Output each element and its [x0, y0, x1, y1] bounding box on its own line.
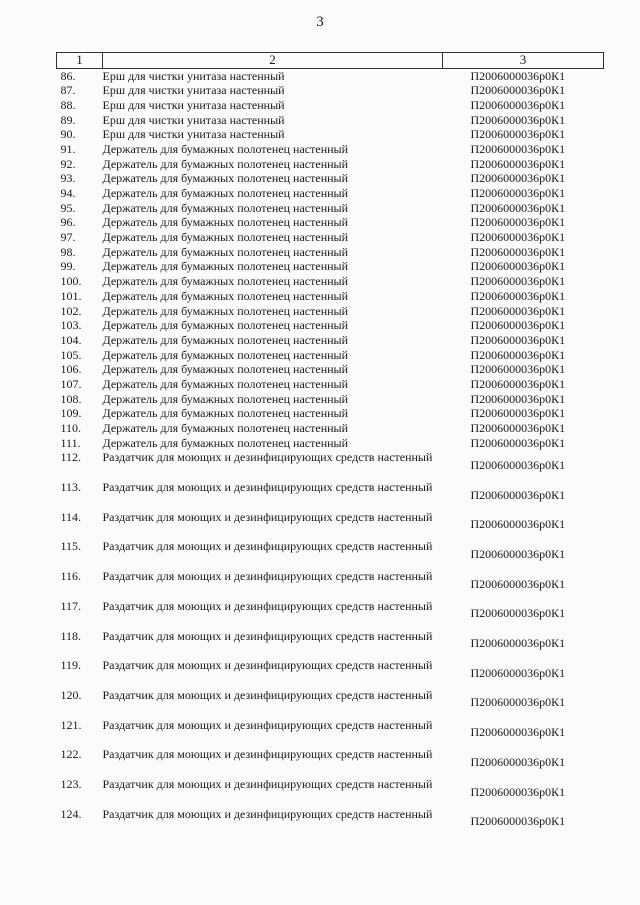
table-row [57, 259, 604, 274]
item-code: П2006000036р0К1 [470, 303, 566, 318]
item-code: П2006000036р0К1 [470, 547, 566, 562]
item-name: Ерш для чистки унитаза настенный [102, 127, 285, 142]
item-code: П2006000036р0К1 [470, 421, 566, 435]
item-code: П2006000036р0К1 [470, 68, 566, 83]
item-name: Держатель для бумажных полотенец настенный [102, 406, 349, 421]
table-row [57, 142, 604, 157]
row-number: 116. [60, 569, 82, 584]
item-code: П2006000036р0К1 [470, 127, 566, 142]
item-code: П2006000036р0К1 [470, 517, 566, 532]
row-number: 91. [60, 141, 76, 156]
row-number: 101. [60, 288, 82, 303]
item-name: Раздатчик для моющих и дезинфицирующих средств настенный [102, 539, 433, 554]
table-row [57, 688, 604, 718]
table-row [57, 362, 604, 377]
item-name: Раздатчик для моющих и дезинфицирующих средств настенный [102, 747, 433, 762]
item-code: П2006000036р0К1 [470, 376, 566, 391]
item-code: П2006000036р0К1 [470, 318, 566, 333]
item-name: Раздатчик для моющих и дезинфицирующих средств настенный [102, 628, 433, 643]
item-code: П2006000036р0К1 [470, 406, 566, 421]
item-code: П2006000036р0К1 [470, 784, 566, 799]
item-code: П2006000036р0К1 [470, 186, 566, 200]
item-code: П2006000036р0К1 [470, 215, 566, 230]
row-number: 87. [60, 83, 76, 98]
item-code: П2006000036р0К1 [470, 83, 566, 98]
row-number: 111. [60, 435, 81, 450]
row-number: 115. [60, 539, 82, 554]
row-number: 102. [60, 303, 82, 318]
item-name: Раздатчик для моющих и дезинфицирующих средств настенный [102, 480, 433, 495]
row-number: 119. [60, 658, 82, 673]
item-name: Держатель для бумажных полотенец настенный [102, 391, 349, 406]
table-body [57, 68, 604, 836]
row-number: 105. [60, 347, 82, 362]
table-row [57, 510, 604, 540]
table-row [57, 98, 604, 113]
row-number: 113. [60, 480, 82, 495]
item-code: П2006000036р0К1 [470, 274, 566, 289]
item-name: Раздатчик для моющих и дезинфицирующих средств настенный [102, 450, 433, 465]
item-name: Ерш для чистки унитаза настенный [102, 83, 285, 98]
item-name: Держатель для бумажных полотенец настенный [102, 435, 349, 450]
item-name: Ерш для чистки унитаза настенный [102, 68, 285, 83]
table-row [57, 777, 604, 807]
table-row [57, 658, 604, 688]
table-row [57, 348, 604, 363]
item-code: П2006000036р0К1 [470, 435, 566, 450]
row-number: 123. [60, 776, 82, 791]
item-code: П2006000036р0К1 [470, 97, 566, 112]
row-number: 92. [60, 156, 76, 171]
item-code: П2006000036р0К1 [470, 259, 566, 274]
item-code: П2006000036р0К1 [470, 725, 566, 740]
item-name: Держатель для бумажных полотенец настенный [102, 274, 349, 289]
item-code: П2006000036р0К1 [470, 487, 566, 502]
item-code: П2006000036р0К1 [470, 695, 566, 710]
item-name: Держатель для бумажных полотенец настенный [102, 318, 349, 333]
table-header [57, 53, 604, 69]
item-code: П2006000036р0К1 [470, 665, 566, 680]
row-number: 93. [60, 171, 76, 186]
row-number: 99. [60, 259, 76, 274]
item-name: Раздатчик для моющих и дезинфицирующих средств настенный [102, 598, 433, 613]
item-code: П2006000036р0К1 [470, 606, 566, 621]
item-name: Держатель для бумажных полотенец настенный [102, 259, 349, 274]
row-number: 103. [60, 318, 82, 333]
item-name: Раздатчик для моющих и дезинфицирующих средств настенный [102, 509, 433, 524]
item-code: П2006000036р0К1 [470, 814, 566, 829]
item-code: П2006000036р0К1 [470, 457, 566, 472]
table-row [57, 215, 604, 230]
item-name: Держатель для бумажных полотенец настенный [102, 186, 349, 200]
item-name: Ерш для чистки унитаза настенный [102, 97, 285, 112]
item-name: Ерш для чистки унитаза настенный [102, 112, 285, 127]
item-name: Раздатчик для моющих и дезинфицирующих средств настенный [102, 717, 433, 732]
table-row [57, 406, 604, 421]
items-table [56, 52, 604, 836]
row-number: 109. [60, 406, 82, 421]
table-row [57, 289, 604, 304]
item-name: Держатель для бумажных полотенец настенный [102, 362, 349, 377]
table-row [57, 113, 604, 128]
row-number: 96. [60, 215, 76, 230]
table-row [57, 68, 604, 83]
item-code: П2006000036р0К1 [470, 112, 566, 127]
table-row [57, 171, 604, 186]
row-number: 95. [60, 200, 76, 215]
item-name: Раздатчик для моющих и дезинфицирующих средств настенный [102, 776, 433, 791]
table-row [57, 599, 604, 629]
item-code: П2006000036р0К1 [470, 244, 566, 259]
column-header-2: 2 [103, 53, 443, 69]
page-number: 3 [316, 14, 324, 30]
table-row [57, 157, 604, 172]
item-name: Раздатчик для моющих и дезинфицирующих средств настенный [102, 687, 433, 702]
column-header-3: 3 [443, 53, 604, 69]
row-number: 114. [60, 509, 82, 524]
row-number: 108. [60, 391, 82, 406]
item-code: П2006000036р0К1 [470, 636, 566, 651]
item-code: П2006000036р0К1 [470, 362, 566, 377]
table-row [57, 304, 604, 319]
item-name: Держатель для бумажных полотенец настенный [102, 421, 349, 435]
table-row [57, 318, 604, 333]
item-code: П2006000036р0К1 [470, 347, 566, 362]
item-code: П2006000036р0К1 [470, 391, 566, 406]
table-row [57, 377, 604, 392]
table-row [57, 747, 604, 777]
column-header-1: 1 [57, 53, 103, 69]
item-name: Держатель для бумажных полотенец настенный [102, 215, 349, 230]
table-row [57, 127, 604, 142]
row-number: 100. [60, 274, 82, 289]
table-row [57, 436, 604, 451]
table-row [57, 539, 604, 569]
row-number: 117. [60, 598, 82, 613]
table-row [57, 480, 604, 510]
row-number: 106. [60, 362, 82, 377]
item-name: Раздатчик для моющих и дезинфицирующих средств настенный [102, 806, 433, 821]
item-name: Держатель для бумажных полотенец настенный [102, 376, 349, 391]
item-name: Держатель для бумажных полотенец настенный [102, 171, 349, 186]
table-row [57, 83, 604, 98]
item-code: П2006000036р0К1 [470, 200, 566, 215]
item-name: Держатель для бумажных полотенец настенный [102, 156, 349, 171]
table-row [57, 333, 604, 348]
table-row [57, 629, 604, 659]
table-row [57, 230, 604, 245]
item-name: Держатель для бумажных полотенец настенный [102, 347, 349, 362]
item-name: Раздатчик для моющих и дезинфицирующих средств настенный [102, 569, 433, 584]
item-code: П2006000036р0К1 [470, 141, 566, 156]
item-code: П2006000036р0К1 [470, 230, 566, 245]
row-number: 107. [60, 376, 82, 391]
table-row [57, 718, 604, 748]
item-name: Держатель для бумажных полотенец настенный [102, 200, 349, 215]
row-number: 112. [60, 450, 82, 465]
item-name: Держатель для бумажных полотенец настенный [102, 244, 349, 259]
item-code: П2006000036р0К1 [470, 332, 566, 347]
item-code: П2006000036р0К1 [470, 288, 566, 303]
row-number: 89. [60, 112, 76, 127]
table-row [57, 807, 604, 837]
item-name: Держатель для бумажных полотенец настенный [102, 303, 349, 318]
row-number: 94. [60, 186, 76, 200]
table-row [57, 392, 604, 407]
row-number: 88. [60, 97, 76, 112]
item-code: П2006000036р0К1 [470, 754, 566, 769]
table-row [57, 201, 604, 216]
row-number: 124. [60, 806, 82, 821]
row-number: 104. [60, 332, 82, 347]
row-number: 86. [60, 68, 76, 83]
row-number: 98. [60, 244, 76, 259]
table-row [57, 421, 604, 436]
table-row [57, 450, 604, 480]
row-number: 122. [60, 747, 82, 762]
item-name: Держатель для бумажных полотенец настенный [102, 141, 349, 156]
item-name: Держатель для бумажных полотенец настенный [102, 288, 349, 303]
row-number: 97. [60, 230, 76, 245]
table-row [57, 569, 604, 599]
item-name: Держатель для бумажных полотенец настенный [102, 332, 349, 347]
row-number: 120. [60, 687, 82, 702]
item-code: П2006000036р0К1 [470, 576, 566, 591]
item-code: П2006000036р0К1 [470, 171, 566, 186]
row-number: 121. [60, 717, 82, 732]
table-row [57, 245, 604, 260]
row-number: 110. [60, 421, 82, 435]
table-row [57, 186, 604, 201]
item-name: Держатель для бумажных полотенец настенный [102, 230, 349, 245]
table-row [57, 274, 604, 289]
item-code: П2006000036р0К1 [470, 156, 566, 171]
row-number: 118. [60, 628, 82, 643]
item-name: Раздатчик для моющих и дезинфицирующих средств настенный [102, 658, 433, 673]
row-number: 90. [60, 127, 76, 142]
